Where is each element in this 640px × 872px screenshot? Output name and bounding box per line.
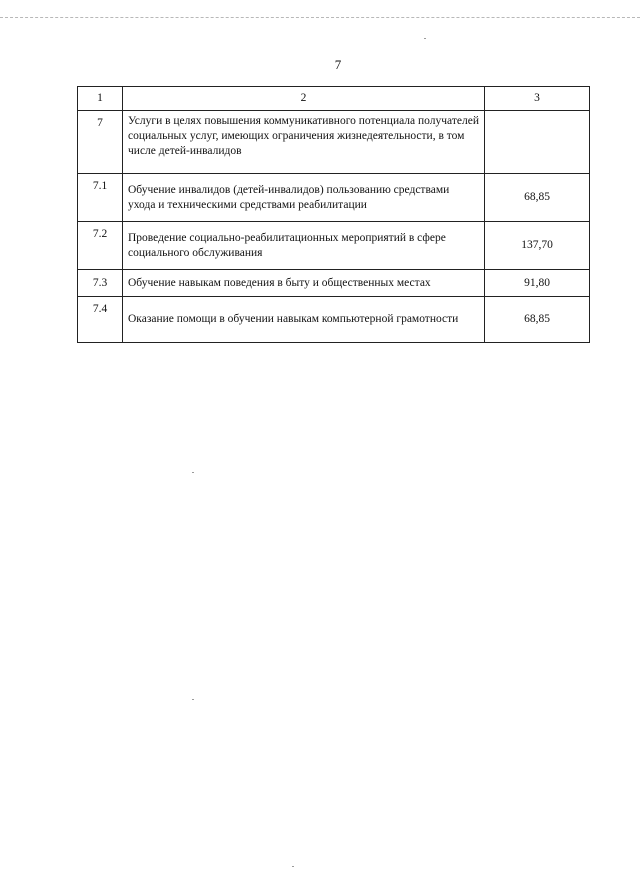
scan-edge-line	[0, 17, 640, 18]
row-number: 7.3	[78, 270, 123, 297]
header-col-3: 3	[485, 87, 590, 111]
page-number: 7	[334, 57, 342, 72]
tariff-table	[77, 86, 590, 343]
service-name: Обучение инвалидов (детей-инвалидов) пользованию средствами ухода и техническими средствами реабилитации	[123, 174, 485, 222]
table-row	[78, 111, 590, 174]
table-row	[78, 174, 590, 222]
service-price: 68,85	[485, 174, 590, 222]
scan-speck	[192, 472, 194, 473]
service-price: 68,85	[485, 297, 590, 343]
scan-speck	[424, 38, 426, 39]
header-col-1: 1	[78, 87, 123, 111]
table-row	[78, 222, 590, 270]
row-number: 7.1	[78, 174, 123, 222]
header-col-2: 2	[123, 87, 485, 111]
scan-speck	[292, 866, 294, 867]
row-number: 7.4	[78, 297, 123, 343]
table-row	[78, 297, 590, 343]
row-number: 7.2	[78, 222, 123, 270]
service-name: Оказание помощи в обучении навыкам компьютерной грамотности	[123, 297, 485, 343]
service-name: Проведение социально-реабилитационных мероприятий в сфере социального обслуживания	[123, 222, 485, 270]
row-number: 7	[78, 111, 123, 174]
service-price: 137,70	[485, 222, 590, 270]
table-row	[78, 270, 590, 297]
scan-speck	[192, 699, 194, 700]
service-price: 91,80	[485, 270, 590, 297]
table-header-row	[78, 87, 590, 111]
service-name: Обучение навыкам поведения в быту и общественных местах	[123, 270, 485, 297]
service-name: Услуги в целях повышения коммуникативного потенциала получателей социальных услуг, имеющих ограничения жизнедеятельности, в том числе детей-инвалидов	[123, 111, 485, 174]
service-price	[485, 111, 590, 174]
